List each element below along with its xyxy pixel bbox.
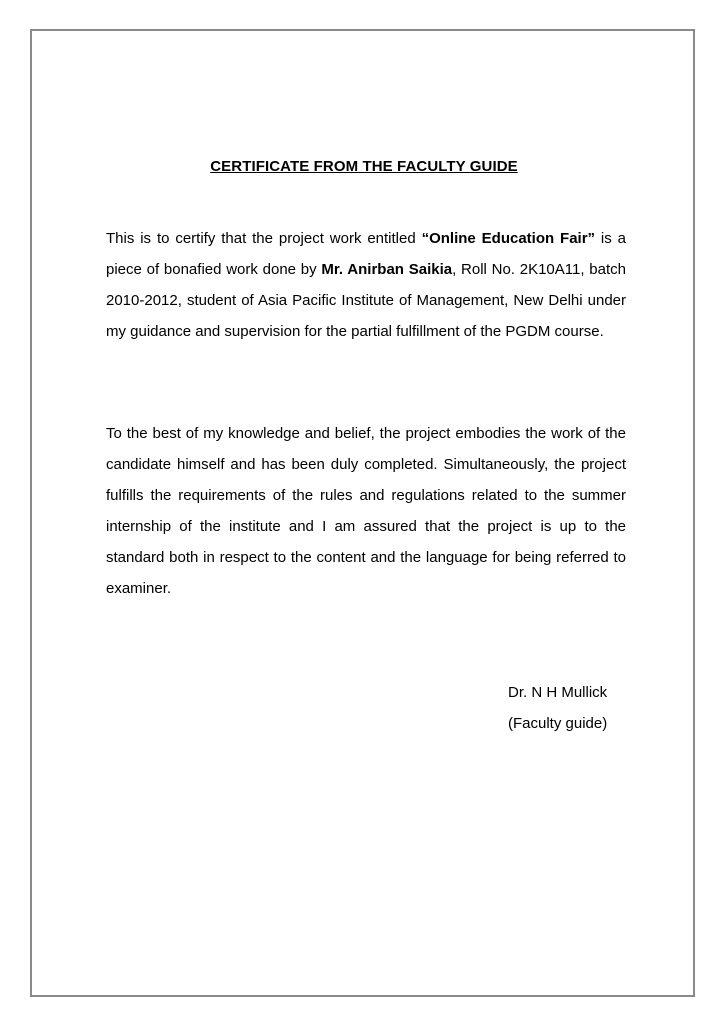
certification-paragraph bbox=[106, 223, 626, 347]
paragraph-details: , Roll No. 2K10A11, batch 2010-2012, student of Asia Pacific Institute of Management, New Delhi under my guidance and supervision for the partial fulfillment of the PGDM course. bbox=[106, 261, 626, 340]
guide-name: Dr. N H Mullick bbox=[508, 684, 608, 701]
signature-block bbox=[508, 677, 607, 739]
paragraph-intro: This is to certify that the project work entitled bbox=[106, 230, 422, 247]
student-name: Mr. Anirban Saikia bbox=[321, 261, 453, 278]
paragraph-mid: is a piece of bonafied work done by bbox=[106, 230, 626, 278]
guide-role: (Faculty guide) bbox=[508, 715, 608, 732]
project-title: “Online Education Fair” bbox=[421, 230, 596, 247]
assessment-paragraph: To the best of my knowledge and belief, the project embodies the work of the candidate himself and has been duly completed. Simultaneously, the project fulfills the requirements of the rules and regulations related to the summer internship of the institute and I am assured that the project is up to the standard both in respect to the content and the language for being referred to examiner. bbox=[106, 425, 626, 597]
certificate-title: CERTIFICATE FROM THE FACULTY GUIDE bbox=[210, 158, 518, 175]
